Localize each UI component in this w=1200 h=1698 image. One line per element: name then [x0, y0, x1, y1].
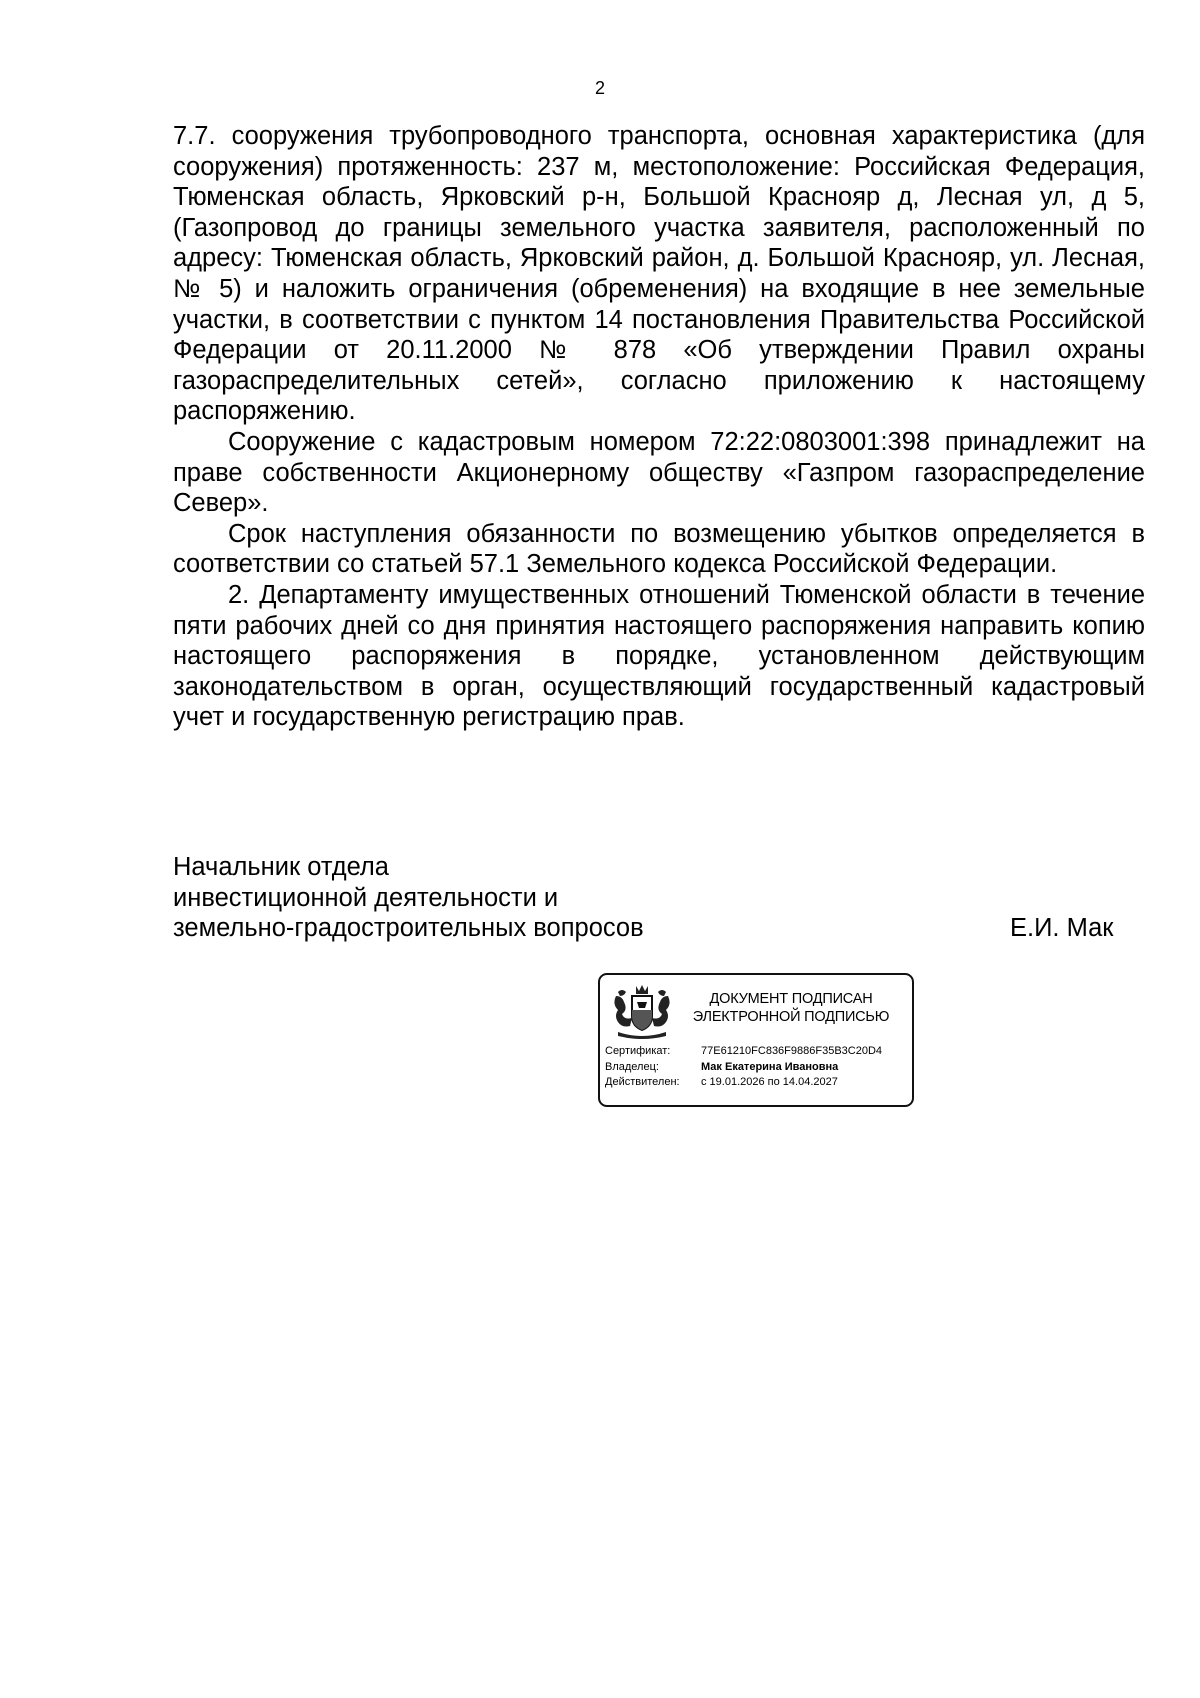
signatory-name: Е.И. Мак [1010, 914, 1114, 942]
signatory-position [173, 852, 644, 944]
stamp-owner-row [605, 1060, 882, 1076]
coat-of-arms-icon [608, 982, 676, 1042]
stamp-details [605, 1044, 882, 1091]
certificate-label: Сертификат: [605, 1045, 671, 1057]
paragraph-item-2: 2. Департаменту имущественных отношений Тюменской области в течение пяти рабочих дней со дня принятия настоящего распоряжения направить копию настоящего распоряжения в порядке, установленном действующим законодательством в орган, осуществляющий государственный кадастровый учет и государственную регистрацию прав. [173, 580, 1145, 732]
stamp-title [676, 990, 906, 1026]
stamp-validity-row [605, 1075, 882, 1091]
page-number: 2 [594, 78, 605, 98]
owner-label: Владелец: [605, 1060, 659, 1073]
stamp-title-line: ДОКУМЕНТ ПОДПИСАН [709, 991, 873, 1007]
paragraph-damages-term: Срок наступления обязанности по возмещению убытков определяется в соответствии со статьей 57.1 Земельного кодекса Российской Федерации. [173, 519, 1145, 579]
signatory-position-line: инвестиционной деятельности и [173, 883, 559, 912]
paragraph-item-7-7: 7.7. сооружения трубопроводного транспорта, основная характеристика (для сооружения) протяженность: 237 м, местоположение: Российская Федерация, Тюменская область, Ярковский р-н, Большой Краснояр д, Лесная ул, д 5, (Газопровод до границы земельного участка заявителя, расположенный по адресу: Тюменская область, Ярковский район, д. Большой Краснояр, ул. Лесная, № 5) и наложить ограничения (обременения) на входящие в нее земельные участки, в соответствии с пунктом 14 постановления Правительства Российской Федерации от 20.11.2000 № 878 «Об утверждении Правил охраны газораспределительных сетей», согласно приложению к настоящему распоряжению. [173, 122, 1145, 426]
validity-value: с 19.01.2026 по 14.04.2027 [701, 1076, 838, 1088]
owner-value: Мак Екатерина Ивановна [701, 1060, 839, 1073]
stamp-certificate-row [605, 1044, 882, 1060]
signatory-position-line: земельно-градостроительных вопросов [173, 914, 644, 942]
certificate-value: 77E61210FC836F9886F35B3C20D4 [701, 1045, 883, 1057]
electronic-signature-stamp [598, 973, 914, 1107]
validity-label: Действителен: [605, 1076, 680, 1088]
paragraph-cadastral-ownership: Сооружение с кадастровым номером 72:22:0803001:398 принадлежит на праве собственности Акционерному обществу «Газпром газораспределение Север». [173, 427, 1145, 518]
signatory-position-line: Начальник отдела [173, 853, 389, 881]
stamp-title-line: ЭЛЕКТРОННОЙ ПОДПИСЬЮ [692, 1009, 890, 1025]
document-body [173, 121, 1145, 733]
